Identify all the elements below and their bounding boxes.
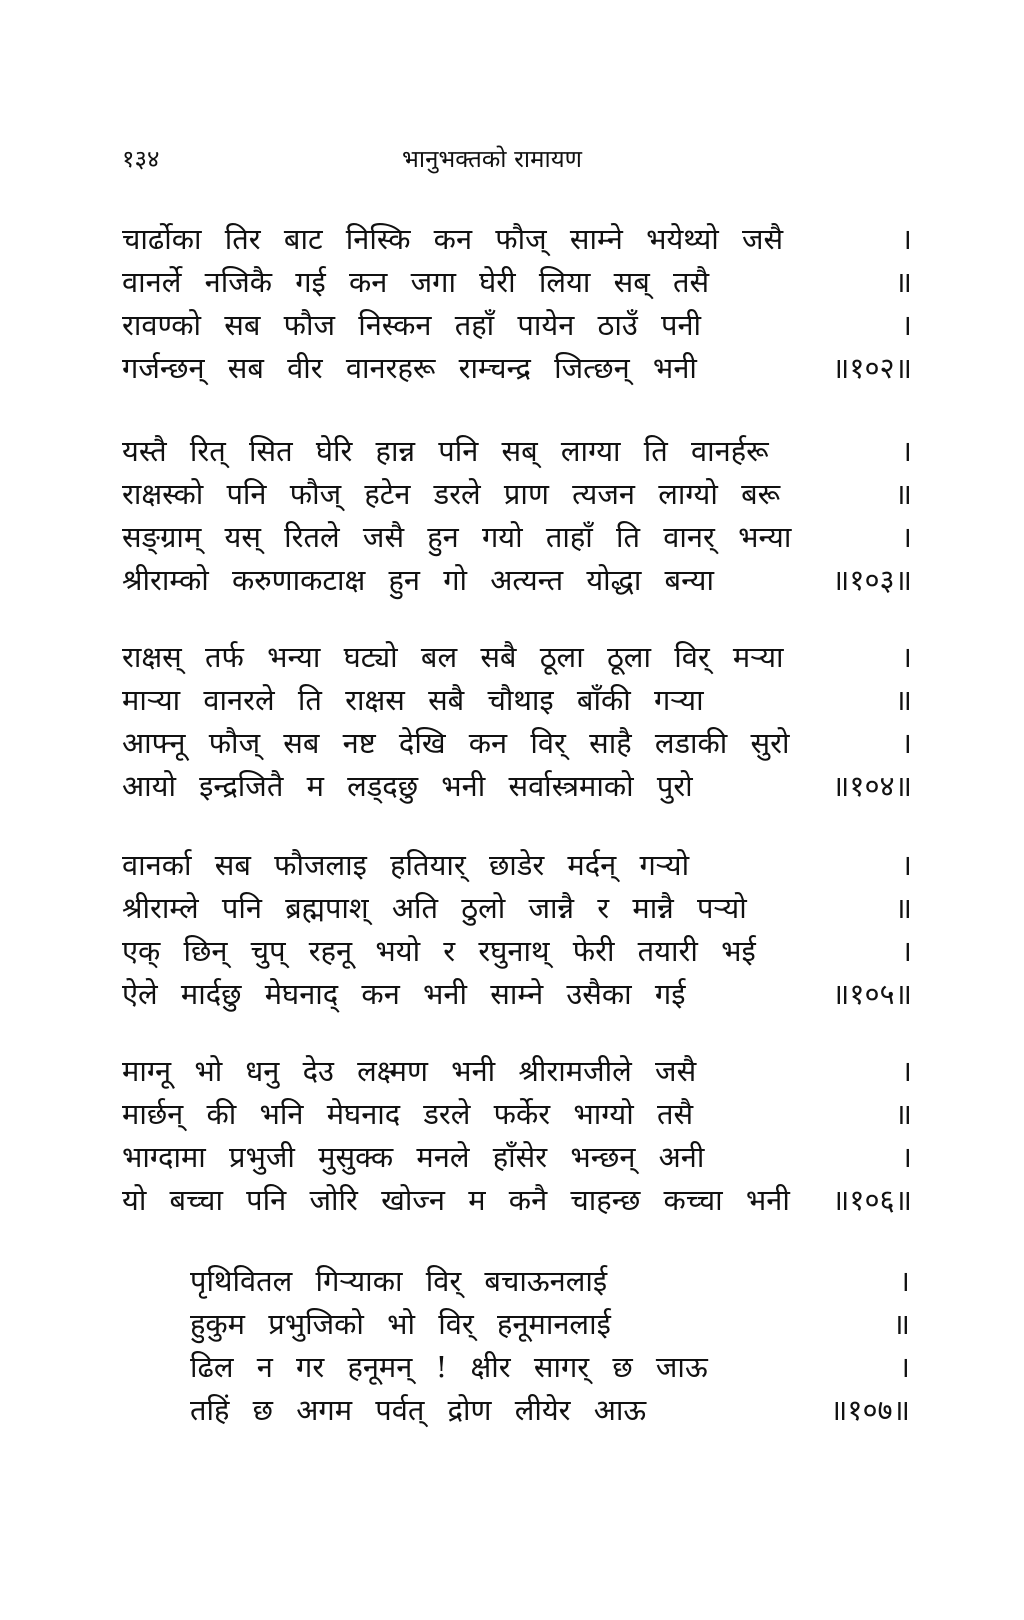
verse-number: ॥१०५॥ xyxy=(832,977,912,1011)
verse-text: गर्जन्छन् सब वीर वानरहरू राम्चन्द्र जित्छन् भनी xyxy=(122,351,697,385)
verse-number: ॥१०६॥ xyxy=(832,1183,912,1217)
verse-mark: । xyxy=(901,640,912,674)
verse-text: राक्षस्को पनि फौज् हटेन डरले प्राण त्यजन लाग्यो बरू xyxy=(122,477,781,511)
verse-stanza-105 xyxy=(122,844,912,1016)
verse-line xyxy=(122,1136,912,1179)
verse-number: ॥१०३॥ xyxy=(832,563,912,597)
verse-line xyxy=(122,679,912,722)
verse-stanza-103 xyxy=(122,430,912,602)
verse-text: आयो इन्द्रजितै म लड्दछु भनी सर्वास्त्रमाको पुरो xyxy=(122,769,693,803)
verse-text: माग्नू भो धनु देउ लक्ष्मण भनी श्रीरामजीले जसै xyxy=(122,1054,697,1088)
verse-text: तहिं छ अगम पर्वत् द्रोण लीयेर आऊ xyxy=(190,1393,647,1427)
verse-text: एक् छिन् चुप् रहनू भयो र रघुनाथ् फेरी तयारी भई xyxy=(122,934,756,968)
verse-text: ढिल न गर हनूमन् ! क्षीर सागर् छ जाऊ xyxy=(190,1350,708,1384)
page-number: १३४ xyxy=(122,145,160,173)
verse-number: ॥१०७॥ xyxy=(830,1393,910,1427)
verse-number: ॥१०४॥ xyxy=(832,769,912,803)
verse-mark: ॥ xyxy=(892,1307,910,1341)
verse-text: आफ्नू फौज् सब नष्ट देखि कन विर् साहै लडाकी सुरो xyxy=(122,726,790,760)
verse-line xyxy=(122,1179,912,1222)
verse-text: यो बच्चा पनि जोरि खोज्न म कनै चाहन्छ कच्चा भनी xyxy=(122,1183,790,1217)
verse-line xyxy=(122,473,912,516)
verse-mark: । xyxy=(901,1054,912,1088)
verse-line xyxy=(122,844,912,887)
verse-line xyxy=(190,1260,910,1303)
verse-line xyxy=(122,930,912,973)
verse-mark: । xyxy=(901,222,912,256)
verse-line xyxy=(190,1303,910,1346)
verse-line xyxy=(122,973,912,1016)
verse-mark: । xyxy=(901,520,912,554)
verse-text: श्रीराम्को करुणाकटाक्ष हुन गो अत्यन्त योद्धा बन्या xyxy=(122,563,715,597)
verse-mark: ॥ xyxy=(894,1097,912,1131)
verse-line xyxy=(122,261,912,304)
verse-stanza-102 xyxy=(122,218,912,390)
verse-line xyxy=(122,1050,912,1093)
verse-text: ऐले मार्दछु मेघनाद् कन भनी साम्ने उसैका गई xyxy=(122,977,686,1011)
verse-mark: । xyxy=(901,726,912,760)
verse-mark: । xyxy=(901,1140,912,1174)
verse-number: ॥१०२॥ xyxy=(832,351,912,385)
verse-text: यस्तै रित् सित घेरि हान्न पनि सब् लाग्या ति वानर्हरू xyxy=(122,434,769,468)
page-header xyxy=(122,142,902,182)
verse-line xyxy=(122,887,912,930)
verse-line xyxy=(122,516,912,559)
verse-mark: । xyxy=(901,308,912,342)
verse-stanza-107 xyxy=(190,1260,910,1432)
verse-text: चार्ढोका तिर बाट निस्कि कन फौज् साम्ने भयेथ्यो जसै xyxy=(122,222,784,256)
verse-line xyxy=(190,1346,910,1389)
verse-text: रावण्को सब फौज निस्कन तहाँ पायेन ठाउँ पनी xyxy=(122,308,702,342)
verse-text: वानर्ले नजिकै गई कन जगा घेरी लिया सब् तसै xyxy=(122,265,710,299)
verse-mark: । xyxy=(901,848,912,882)
verse-text: मार्छन् की भनि मेघनाद डरले फर्केर भाग्यो तसै xyxy=(122,1097,694,1131)
verse-line xyxy=(122,347,912,390)
verse-mark: । xyxy=(899,1264,910,1298)
verse-text: सङ्ग्राम् यस् रितले जसै हुन गयो ताहाँ ति वानर् भन्या xyxy=(122,520,792,554)
verse-stanza-104 xyxy=(122,636,912,808)
verse-mark: ॥ xyxy=(894,683,912,717)
verse-text: राक्षस् तर्फ भन्या घट्यो बल सबै ठूला ठूला विर् मऱ्या xyxy=(122,640,784,674)
verse-text: भाग्दामा प्रभुजी मुसुक्क मनले हाँसेर भन्छन् अनी xyxy=(122,1140,705,1174)
verse-line xyxy=(122,765,912,808)
verse-line xyxy=(122,218,912,261)
verse-mark: । xyxy=(899,1350,910,1384)
verse-mark: ॥ xyxy=(894,477,912,511)
verse-line xyxy=(190,1389,910,1432)
verse-text: वानर्का सब फौजलाइ हतियार् छाडेर मर्दन् गऱ्यो xyxy=(122,848,690,882)
verse-line xyxy=(122,430,912,473)
verse-line xyxy=(122,304,912,347)
verse-mark: । xyxy=(901,934,912,968)
verse-mark: ॥ xyxy=(894,891,912,925)
running-title: भानुभक्तको रामायण xyxy=(402,145,582,173)
verse-text: पृथिवितल गिऱ्याका विर् बचाऊनलाई xyxy=(190,1264,608,1298)
verse-line xyxy=(122,1093,912,1136)
verse-line xyxy=(122,636,912,679)
verse-stanza-106 xyxy=(122,1050,912,1222)
verse-text: माऱ्या वानरले ति राक्षस सबै चौथाइ बाँकी गऱ्या xyxy=(122,683,704,717)
verse-line xyxy=(122,722,912,765)
verse-line xyxy=(122,559,912,602)
verse-text: हुकुम प्रभुजिको भो विर् हनूमानलाई xyxy=(190,1307,611,1341)
verse-mark: ॥ xyxy=(894,265,912,299)
verse-text: श्रीराम्ले पनि ब्रह्मपाश् अति ठुलो जान्नै र मान्नै पऱ्यो xyxy=(122,891,747,925)
verse-mark: । xyxy=(901,434,912,468)
